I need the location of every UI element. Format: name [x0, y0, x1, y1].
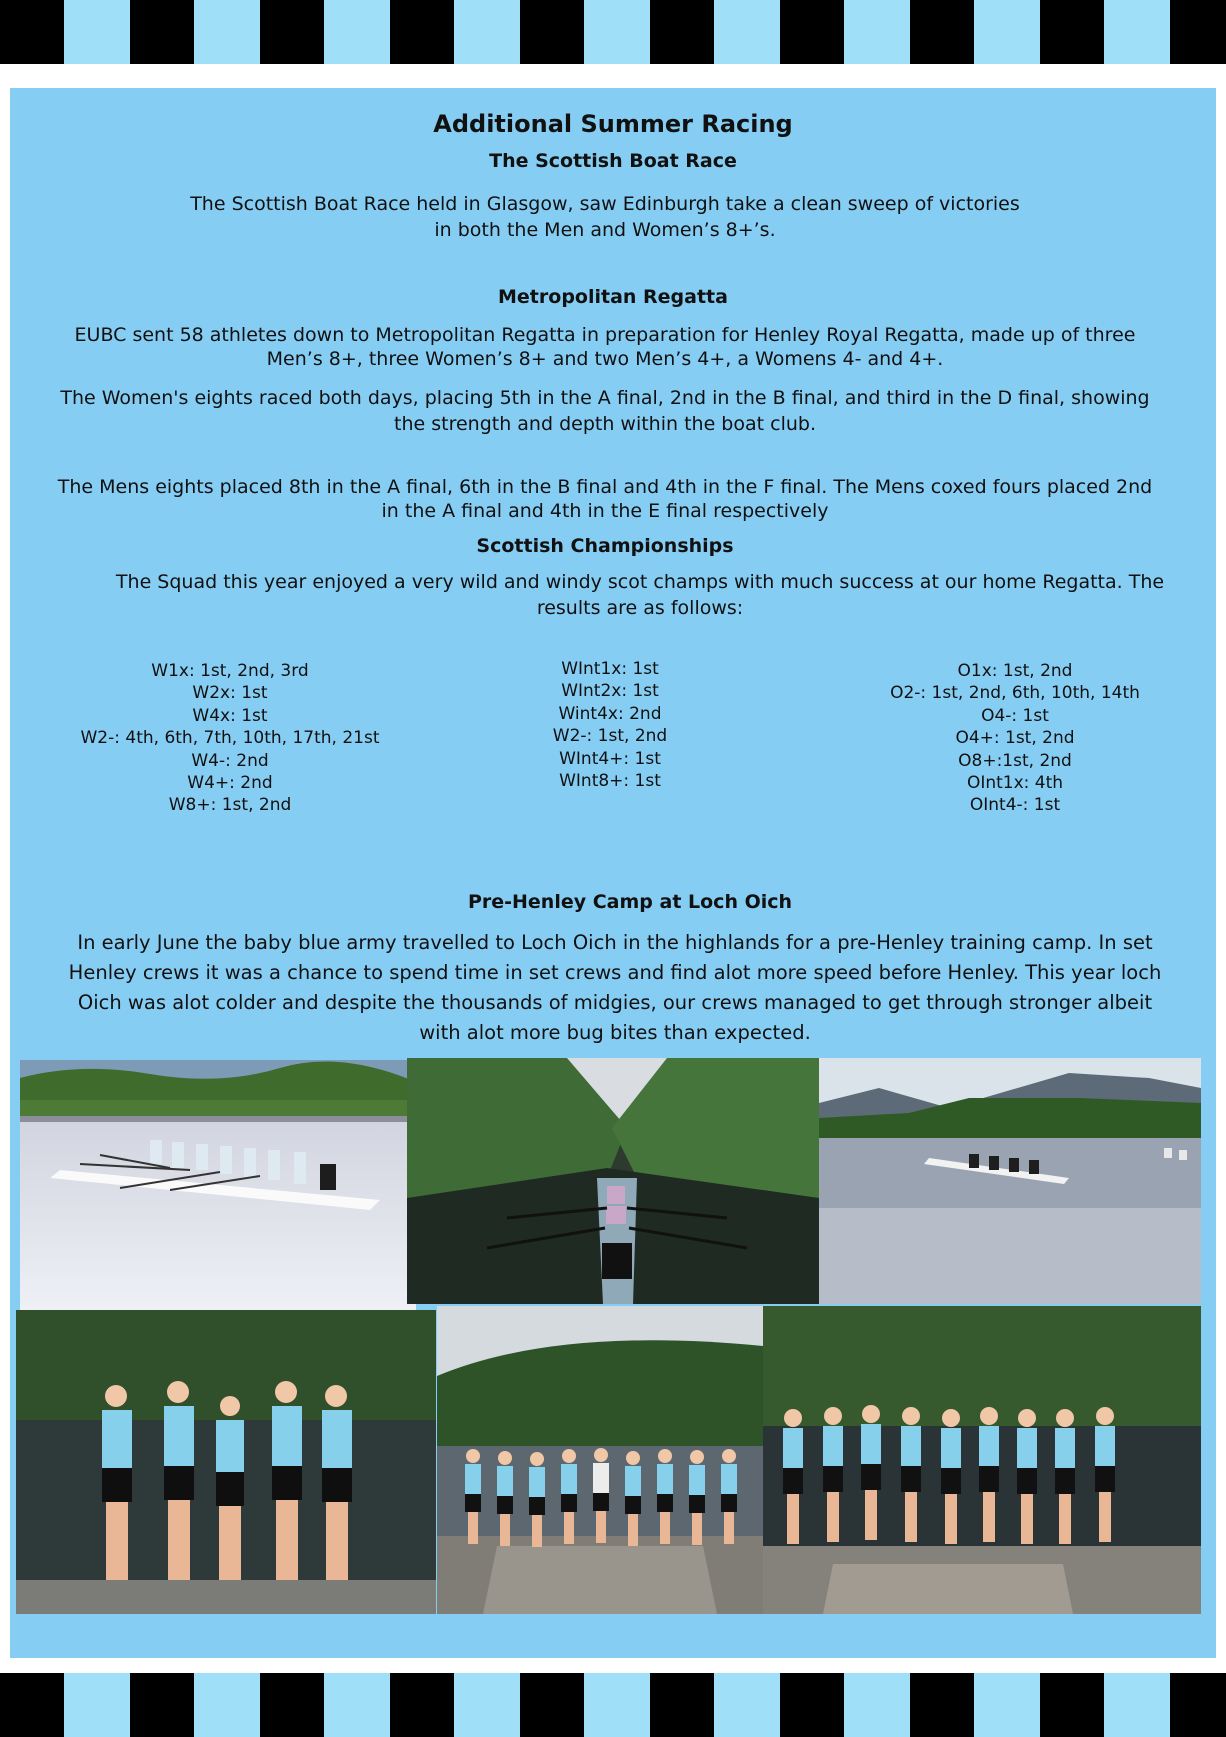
photo-crew-on-loch-with-mountains: [819, 1058, 1201, 1304]
result-item: OInt4-: 1st: [969, 795, 1061, 816]
bottom-stripe-border: [0, 1673, 1226, 1737]
page-title: Additional Summer Racing: [433, 110, 793, 138]
scottish-championships-intro: The Squad this year enjoyed a very wild and windy scot champs with much success at our home Regatta. The results are as follows:: [115, 571, 1165, 619]
loch-oich-heading: Pre-Henley Camp at Loch Oich: [467, 891, 793, 913]
metropolitan-paragraph-3: The Mens eights placed 8th in the A final, 6th in the B final and 4th in the F final. The Mens coxed fours placed 2nd in the A final and 4th in the E final respectively: [57, 476, 1153, 522]
scottish-championships-heading: Scottish Championships: [476, 535, 734, 557]
result-item: WInt8+: 1st: [559, 771, 661, 792]
content-panel: [10, 88, 1216, 1658]
results-column-women-intermediate: [470, 658, 750, 792]
photo-mens-crew-on-pontoon: [16, 1310, 436, 1614]
result-item: O2-: 1st, 2nd, 6th, 10th, 14th: [890, 683, 1140, 704]
result-item: O4+: 1st, 2nd: [955, 728, 1075, 749]
result-item: W4-: 2nd: [191, 750, 269, 771]
result-item: Wint4x: 2nd: [558, 703, 662, 724]
photo-eight-rowing-on-loch: [20, 1060, 416, 1310]
scottish-boat-race-paragraph: The Scottish Boat Race held in Glasgow, saw Edinburgh take a clean sweep of victories in both the Men and Women’s 8+’s.: [190, 193, 1020, 241]
photo-boat-between-forested-banks: [407, 1058, 819, 1304]
result-item: OInt1x: 4th: [966, 773, 1064, 794]
result-item: O8+:1st, 2nd: [958, 750, 1072, 771]
result-item: W2-: 4th, 6th, 7th, 10th, 17th, 21st: [80, 728, 380, 749]
top-stripe-border: [0, 0, 1226, 64]
metropolitan-regatta-heading: Metropolitan Regatta: [498, 286, 728, 308]
loch-oich-paragraph: In early June the baby blue army travelled to Loch Oich in the highlands for a pre-Henley training camp. In set Henley crews it was a chance to spend time in set crews and find alot more speed before Henley. This year loch Oich was alot colder and despite the thousands of midgies, our crews managed to get through stronger albeit with alot more bug bites than expected.: [68, 931, 1162, 1044]
results-column-women: [60, 660, 400, 817]
result-item: WInt2x: 1st: [561, 681, 659, 702]
result-item: W8+: 1st, 2nd: [168, 795, 292, 816]
result-item: W2x: 1st: [192, 683, 268, 704]
scottish-boat-race-heading: The Scottish Boat Race: [489, 150, 737, 172]
result-item: O1x: 1st, 2nd: [957, 661, 1073, 681]
results-column-open: [860, 660, 1170, 817]
result-item: W2-: 1st, 2nd: [552, 726, 668, 747]
metropolitan-paragraph-1: EUBC sent 58 athletes down to Metropolitan Regatta in preparation for Henley Royal Regatta, made up of three Men’s 8+, three Women’s 8+ and two Men’s 4+, a Womens 4- and 4+.: [74, 324, 1136, 370]
result-item: WInt1x: 1st: [561, 659, 659, 679]
photo-womens-crew-on-dock: [437, 1306, 763, 1614]
photo-second-womens-crew-on-dock: [763, 1306, 1201, 1614]
result-item: W1x: 1st, 2nd, 3rd: [151, 661, 309, 681]
result-item: O4-: 1st: [981, 705, 1049, 726]
result-item: W4+: 2nd: [187, 773, 273, 794]
result-item: WInt4+: 1st: [559, 748, 661, 769]
metropolitan-paragraph-2: The Women's eights raced both days, placing 5th in the A final, 2nd in the B final, and third in the D final, showing the strength and depth within the boat club.: [60, 387, 1150, 435]
result-item: W4x: 1st: [192, 705, 268, 726]
